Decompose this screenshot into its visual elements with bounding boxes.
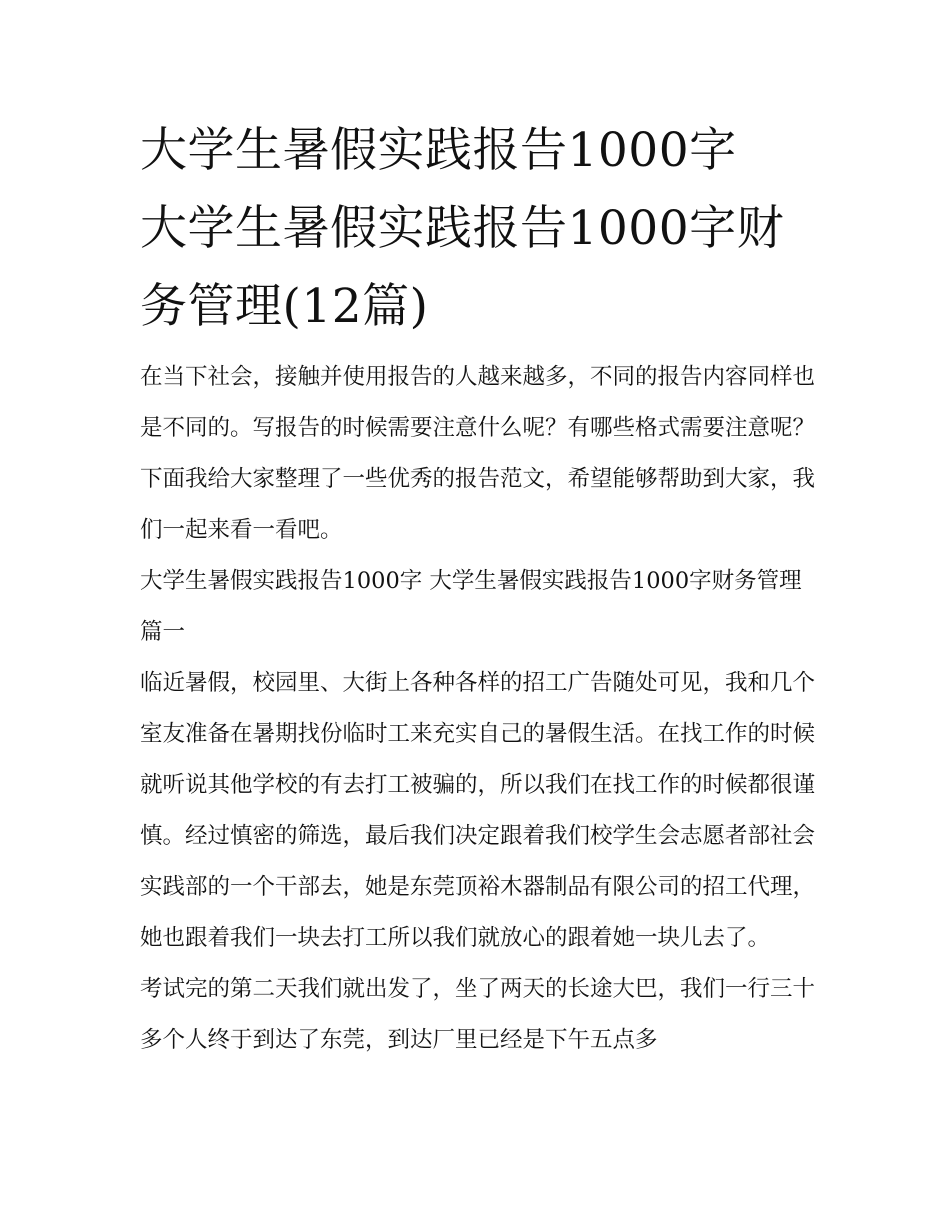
document-title <box>140 112 830 346</box>
title-line-3: 务管理(12篇) <box>140 279 429 334</box>
title-line-1: 大学生暑假实践报告1000字 <box>140 123 737 178</box>
title-line-2: 大学生暑假实践报告1000字财 <box>140 201 785 256</box>
intro-paragraph: 在当下社会，接触并使用报告的人越来越多，不同的报告内容同样也是不同的。写报告的时候需要注意什么呢？有哪些格式需要注意呢？下面我给大家整理了一些优秀的报告范文，希望能够帮助到大家，我们一起来看一看吧。 <box>140 364 816 543</box>
document-body <box>140 352 820 1066</box>
body-paragraph-2: 考试完的第二天我们就出发了，坐了两天的长途大巴，我们一行三十多个人终于到达了东莞，到达厂里已经是下午五点多 <box>140 976 816 1053</box>
section-heading: 大学生暑假实践报告1000字 大学生暑假实践报告1000字财务管理篇一 <box>140 568 802 645</box>
body-paragraph-1: 临近暑假，校园里、大街上各种各样的招工广告随处可见，我和几个室友准备在暑期找份临时工来充实自己的暑假生活。在找工作的时候就听说其他学校的有去打工被骗的，所以我们在找工作的时候都很谨慎。经过慎密的筛选，最后我们决定跟着我们校学生会志愿者部社会实践部的一个干部去，她是东莞顶裕木器制品有限公司的招工代理，她也跟着我们一块去打工所以我们就放心的跟着她一块儿去了。 <box>140 670 816 951</box>
